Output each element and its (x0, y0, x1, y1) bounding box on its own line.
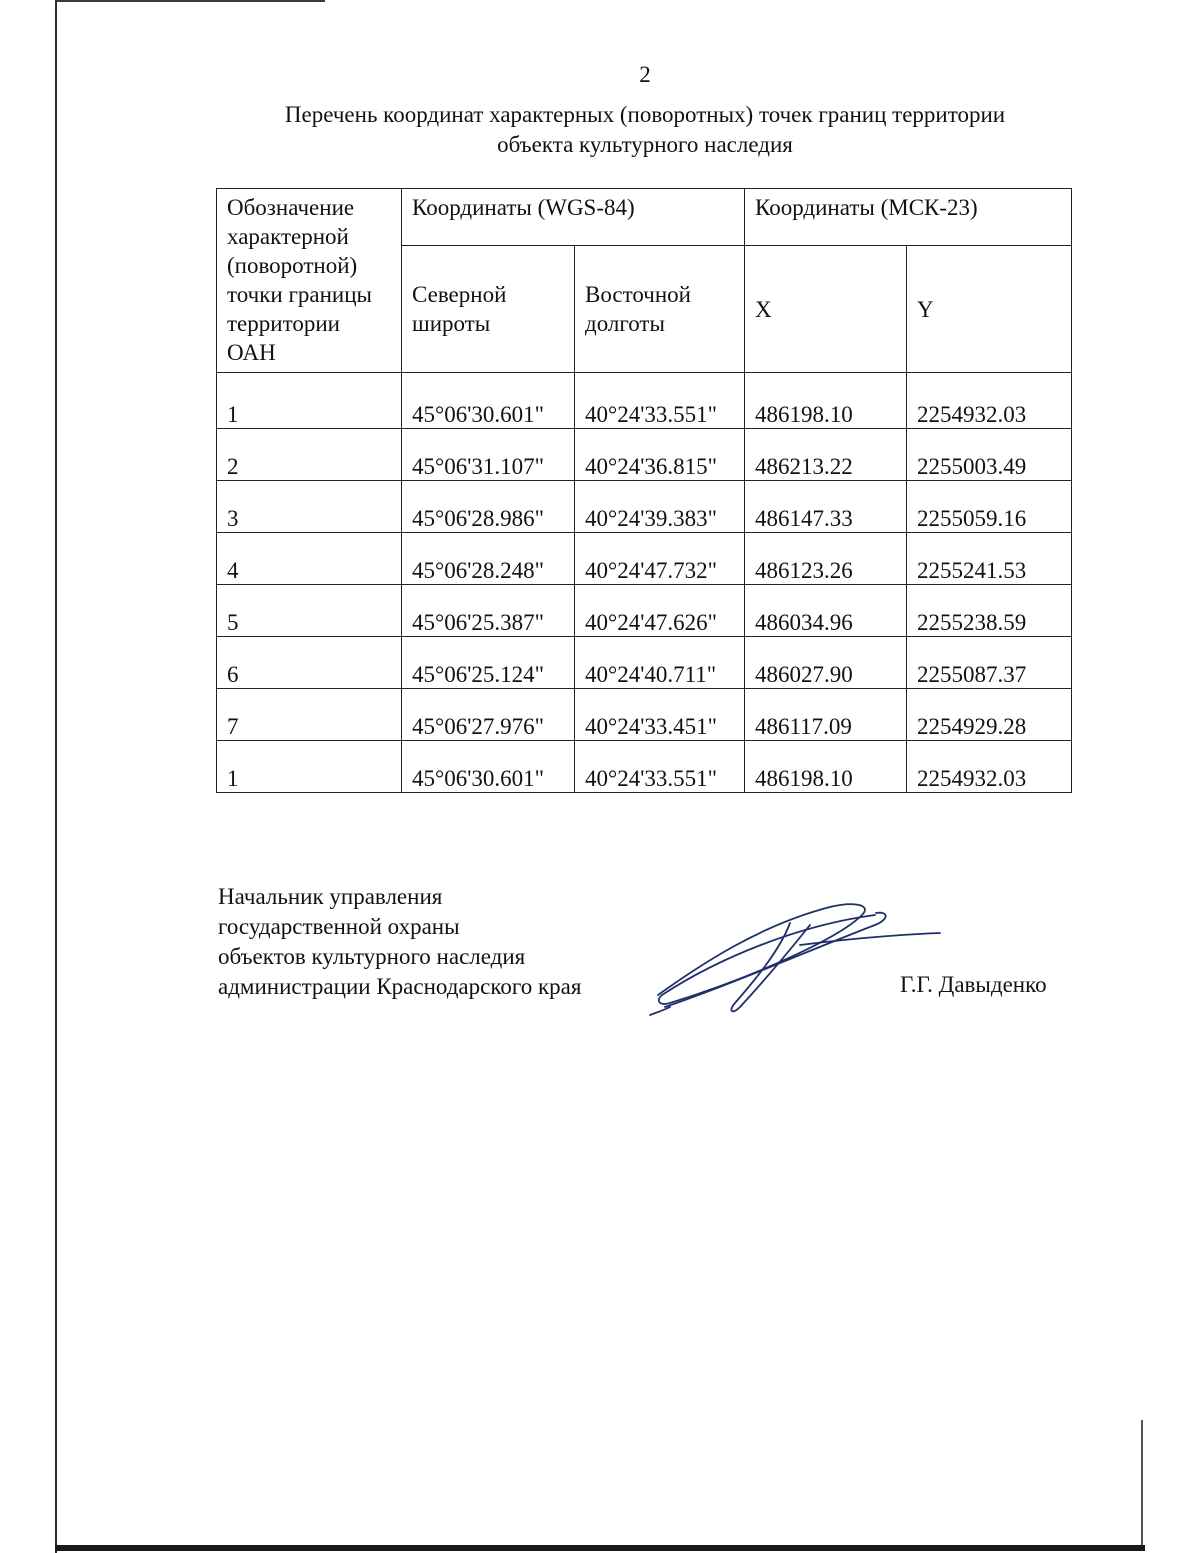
header-x: X (745, 246, 907, 373)
header-point-designation: Обозначение характерной (поворотной) точки границы территории ОАН (217, 189, 402, 373)
table-row (217, 741, 1072, 793)
header-latitude: Северной широты (402, 246, 575, 373)
cell-y: 2254932.03 (907, 373, 1072, 429)
cell-x: 486147.33 (745, 481, 907, 533)
signature-icon (640, 895, 950, 1025)
scan-edge-bottom (55, 1545, 1145, 1551)
coordinates-table (216, 188, 1072, 793)
page-number: 2 (639, 62, 651, 87)
cell-x: 486198.10 (745, 373, 907, 429)
cell-x: 486117.09 (745, 689, 907, 741)
cell-latitude: 45°06'28.248" (402, 533, 575, 585)
cell-point: 5 (217, 585, 402, 637)
signatory-line-4: администрации Краснодарского края (218, 974, 582, 999)
cell-x: 486034.96 (745, 585, 907, 637)
document-title-line-1: Перечень координат характерных (поворотных) точек границ территории (284, 102, 1006, 127)
cell-point: 6 (217, 637, 402, 689)
cell-longitude: 40°24'36.815" (575, 429, 745, 481)
cell-x: 486213.22 (745, 429, 907, 481)
table-row (217, 585, 1072, 637)
cell-point: 3 (217, 481, 402, 533)
table-row (217, 373, 1072, 429)
cell-y: 2254932.03 (907, 741, 1072, 793)
scan-edge-top (55, 0, 325, 2)
table-header-row (217, 189, 1072, 246)
cell-x: 486027.90 (745, 637, 907, 689)
table-row (217, 481, 1072, 533)
cell-y: 2255238.59 (907, 585, 1072, 637)
header-longitude: Восточной долготы (575, 246, 745, 373)
cell-longitude: 40°24'39.383" (575, 481, 745, 533)
cell-point: 1 (217, 373, 402, 429)
table-row (217, 637, 1072, 689)
scan-edge-left (55, 0, 57, 1553)
header-y: Y (907, 246, 1072, 373)
scan-edge-right (1141, 1420, 1143, 1545)
cell-latitude: 45°06'30.601" (402, 741, 575, 793)
signatory-line-2: государственной охраны (218, 914, 460, 939)
header-wgs84: Координаты (WGS-84) (402, 189, 745, 246)
cell-x: 486198.10 (745, 741, 907, 793)
cell-longitude: 40°24'33.551" (575, 741, 745, 793)
cell-latitude: 45°06'31.107" (402, 429, 575, 481)
cell-x: 486123.26 (745, 533, 907, 585)
cell-longitude: 40°24'33.451" (575, 689, 745, 741)
cell-latitude: 45°06'30.601" (402, 373, 575, 429)
cell-longitude: 40°24'47.732" (575, 533, 745, 585)
document-title (200, 100, 1090, 160)
signer-name: Г.Г. Давыденко (900, 972, 1047, 997)
cell-y: 2254929.28 (907, 689, 1072, 741)
cell-latitude: 45°06'25.124" (402, 637, 575, 689)
cell-longitude: 40°24'40.711" (575, 637, 745, 689)
cell-point: 4 (217, 533, 402, 585)
header-msk23: Координаты (МСК-23) (745, 189, 1072, 246)
table-row (217, 689, 1072, 741)
cell-y: 2255241.53 (907, 533, 1072, 585)
signatory-position (218, 882, 581, 1002)
cell-latitude: 45°06'27.976" (402, 689, 575, 741)
cell-latitude: 45°06'25.387" (402, 585, 575, 637)
table-row (217, 533, 1072, 585)
table-row (217, 429, 1072, 481)
cell-point: 2 (217, 429, 402, 481)
cell-point: 1 (217, 741, 402, 793)
cell-y: 2255059.16 (907, 481, 1072, 533)
cell-point: 7 (217, 689, 402, 741)
cell-latitude: 45°06'28.986" (402, 481, 575, 533)
cell-y: 2255087.37 (907, 637, 1072, 689)
signatory-line-1: Начальник управления (218, 884, 443, 909)
cell-longitude: 40°24'33.551" (575, 373, 745, 429)
cell-y: 2255003.49 (907, 429, 1072, 481)
cell-longitude: 40°24'47.626" (575, 585, 745, 637)
signatory-line-3: объектов культурного наследия (218, 944, 526, 969)
document-title-line-2: объекта культурного наследия (497, 132, 793, 157)
